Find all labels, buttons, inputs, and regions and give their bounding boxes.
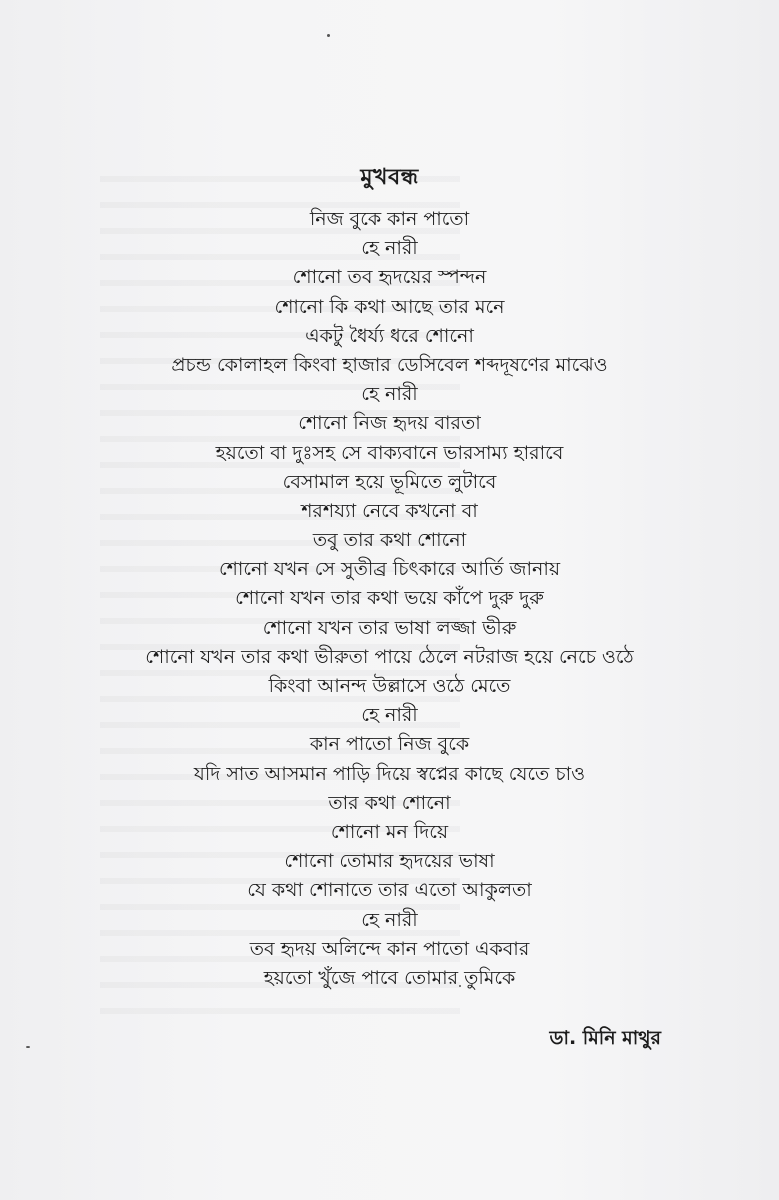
poem-line: হে নারী <box>361 383 418 406</box>
poem-line: শোনো তব হৃদয়ের স্পন্দন <box>292 266 487 289</box>
poem-line: শোনো মন দিয়ে <box>330 820 449 843</box>
poem-line: যে কথা শোনাতে তার এতো আকুলতা <box>247 879 532 902</box>
poem-line: শোনো যখন সে সুতীব্র চিৎকারে আর্তি জানায় <box>218 558 561 581</box>
ink-speck <box>327 34 330 37</box>
ink-speck <box>26 1046 30 1048</box>
poem-line: শোনো নিজ হৃদয় বারতা <box>298 412 481 435</box>
poem-line: হয়তো খুঁজে পাবে তোমার তুমিকে <box>263 966 516 989</box>
poem-line: একটু ধৈর্য্য ধরে শোনো <box>305 324 474 347</box>
poem-line: তবু তার কথা শোনো <box>312 529 467 552</box>
poem-line: শোনো যখন তার কথা ভয়ে কাঁপে দুরু দুরু <box>235 587 544 610</box>
poem-line: তব হৃদয় অলিন্দে কান পাতো একবার <box>249 937 530 960</box>
poem-line: শরশয্যা নেবে কখনো বা <box>301 499 478 522</box>
poem-line: শোনো যখন তার কথা ভীরুতা পায়ে ঠেলে নটরাজ হয়ে নেচে ওঠে <box>145 645 634 668</box>
poem-line: প্রচন্ড কোলাহল কিংবা হাজার ডেসিবেল শব্দদূষণের মাঝেও <box>171 353 608 376</box>
poem-line: হে নারী <box>361 704 418 727</box>
poem-line: শোনো যখন তার ভাষা লজ্জা ভীরু <box>262 616 517 639</box>
poem-line: শোনো কি কথা আছে তার মনে <box>274 295 505 318</box>
poem-line: হে নারী <box>361 908 418 931</box>
author-signature: ডা. মিনি মাথুর <box>549 1027 661 1049</box>
poem <box>0 205 779 993</box>
poem-line: কিংবা আনন্দ উল্লাসে ওঠে মেতে <box>268 675 511 697</box>
poem-line: যদি সাত আসমান পাড়ি দিয়ে স্বপ্নের কাছে যেতে চাও <box>193 762 586 785</box>
poem-line: শোনো তোমার হৃদয়ের ভাষা <box>284 850 495 873</box>
poem-line: হয়তো বা দুঃসহ সে বাক্যবানে ভারসাম্য হারাবে <box>215 441 564 464</box>
poem-line: হে নারী <box>361 237 418 260</box>
poem-line: বেসামাল হয়ে ভূমিতে লুটাবে <box>282 470 497 493</box>
poem-line: নিজ বুকে কান পাতো <box>309 208 470 230</box>
poem-line: কান পাতো নিজ বুকে <box>309 733 470 756</box>
page-title: মুখবন্ধ <box>360 165 419 190</box>
poem-line: তার কথা শোনো <box>328 791 451 814</box>
